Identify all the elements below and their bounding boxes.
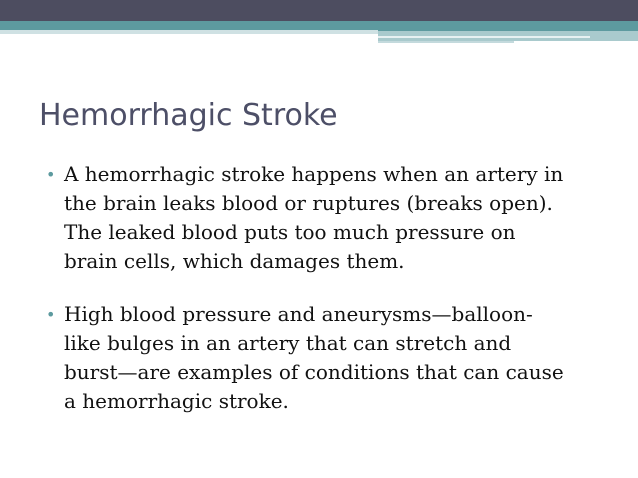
header-stripe-line <box>378 36 590 38</box>
bullet-dot-icon: • <box>46 165 56 184</box>
bullet-dot-icon: • <box>46 305 56 324</box>
bullet-text-line: The leaked blood puts too much pressure on <box>64 220 516 244</box>
bullet-text-line: the brain leaks blood or ruptures (breaks open). <box>64 191 553 215</box>
bullet-item <box>46 160 616 276</box>
bullet-text-line: like bulges in an artery that can stretch and <box>64 331 512 355</box>
header-band-dark <box>0 0 638 21</box>
header-band-teal-right <box>378 21 638 31</box>
header-stripe-line <box>378 41 514 43</box>
bullet-text-line: a hemorrhagic stroke. <box>64 389 289 413</box>
slide-title: Hemorrhagic Stroke <box>39 98 338 133</box>
header-band-teal-left <box>0 21 378 30</box>
bullet-text-line: brain cells, which damages them. <box>64 249 405 273</box>
bullet-text-line: burst—are examples of conditions that can cause <box>64 360 564 384</box>
bullet-list <box>46 160 616 416</box>
bullet-item <box>46 300 616 416</box>
bullet-text-line: High blood pressure and aneurysms—balloon- <box>64 302 533 326</box>
header-band-light-left <box>0 30 378 34</box>
bullet-text-line: A hemorrhagic stroke happens when an artery in <box>64 162 564 186</box>
